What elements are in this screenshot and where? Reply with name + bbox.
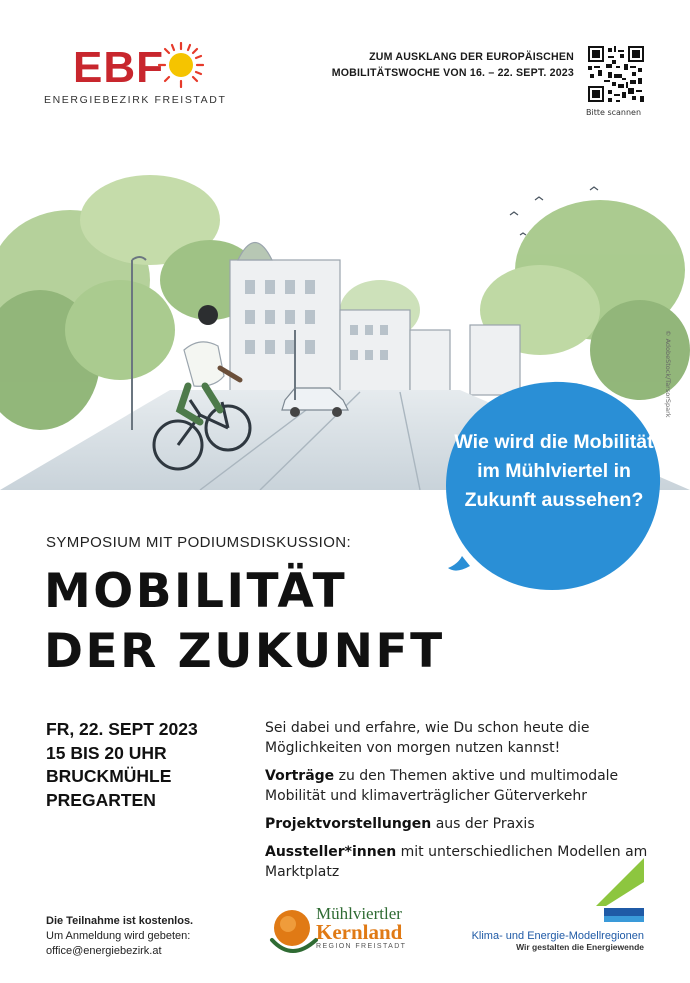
event-subtitle: SYMPOSIUM MIT PODIUMSDISKUSSION: bbox=[46, 534, 352, 551]
description-intro: Sei dabei und erfahre, wie Du schon heute die Möglichkeiten von morgen nutzen kannst! bbox=[265, 720, 590, 756]
event-time: 15 BIS 20 UHR bbox=[46, 742, 167, 763]
ebf-logo bbox=[40, 42, 227, 112]
event-title bbox=[44, 562, 445, 682]
description-item-talks bbox=[265, 766, 665, 806]
free-admission: Die Teilnahme ist kostenlos. bbox=[46, 915, 194, 927]
registration-note bbox=[46, 914, 193, 959]
note-line-2: MOBILITÄTSWOCHE VON 16. – 22. SEPT. 2023 bbox=[331, 67, 574, 79]
qr-code[interactable] bbox=[588, 46, 644, 102]
event-place-1: BRUCKMÜHLE bbox=[46, 766, 172, 786]
event-details bbox=[46, 718, 198, 812]
event-context-note bbox=[332, 49, 574, 81]
logo-letters: EBF bbox=[73, 43, 164, 92]
kem-logo-text bbox=[472, 930, 644, 952]
registration-email[interactable]: office@energiebezirk.at bbox=[46, 945, 162, 957]
kem-line-2: Wir gestalten die Energiewende bbox=[516, 942, 644, 952]
title-line-1: MOBILITÄT bbox=[44, 564, 348, 619]
description-item-projects bbox=[265, 814, 665, 834]
kernland-line-3: REGION FREISTADT bbox=[316, 943, 407, 950]
exhibitors-label: Aussteller*innen bbox=[265, 844, 397, 860]
kernland-line-2: Kernland bbox=[316, 920, 403, 944]
sun-icon bbox=[158, 42, 204, 88]
event-date: FR, 22. SEPT 2023 bbox=[46, 719, 198, 739]
registration-request: Um Anmeldung wird gebeten: bbox=[46, 930, 191, 942]
exhibitors-text: mit unterschiedlichen Modellen am Marktplatz bbox=[265, 844, 648, 880]
kernland-logo-text bbox=[316, 904, 406, 952]
projects-label: Projektvorstellungen bbox=[265, 816, 432, 832]
image-credit: © AdobeStock/TarsorSpark bbox=[664, 330, 672, 418]
note-line-1: ZUM AUSKLANG DER EUROPÄISCHEN bbox=[369, 51, 574, 63]
projects-text: aus der Praxis bbox=[431, 816, 535, 832]
title-line-2: DER ZUKUNFT bbox=[44, 624, 445, 679]
bubble-question: Wie wird die Mobilität im Mühlviertel in Zukunft aussehen? bbox=[454, 431, 654, 511]
logo-subtitle: ENERGIEBEZIRK FREISTADT bbox=[44, 94, 227, 106]
kem-logo-icon bbox=[596, 858, 644, 926]
event-place-2: PREGARTEN bbox=[46, 789, 156, 810]
talks-text: zu den Themen aktive und multimodale Mobilität und klimaverträglicher Güterverkehr bbox=[265, 768, 619, 804]
kem-line-1: Klima- und Energie-Modellregionen bbox=[471, 930, 644, 942]
kernland-line-1: Mühlviertler bbox=[316, 904, 402, 923]
talks-label: Vorträge bbox=[265, 768, 335, 784]
qr-caption: Bitte scannen bbox=[586, 108, 642, 117]
